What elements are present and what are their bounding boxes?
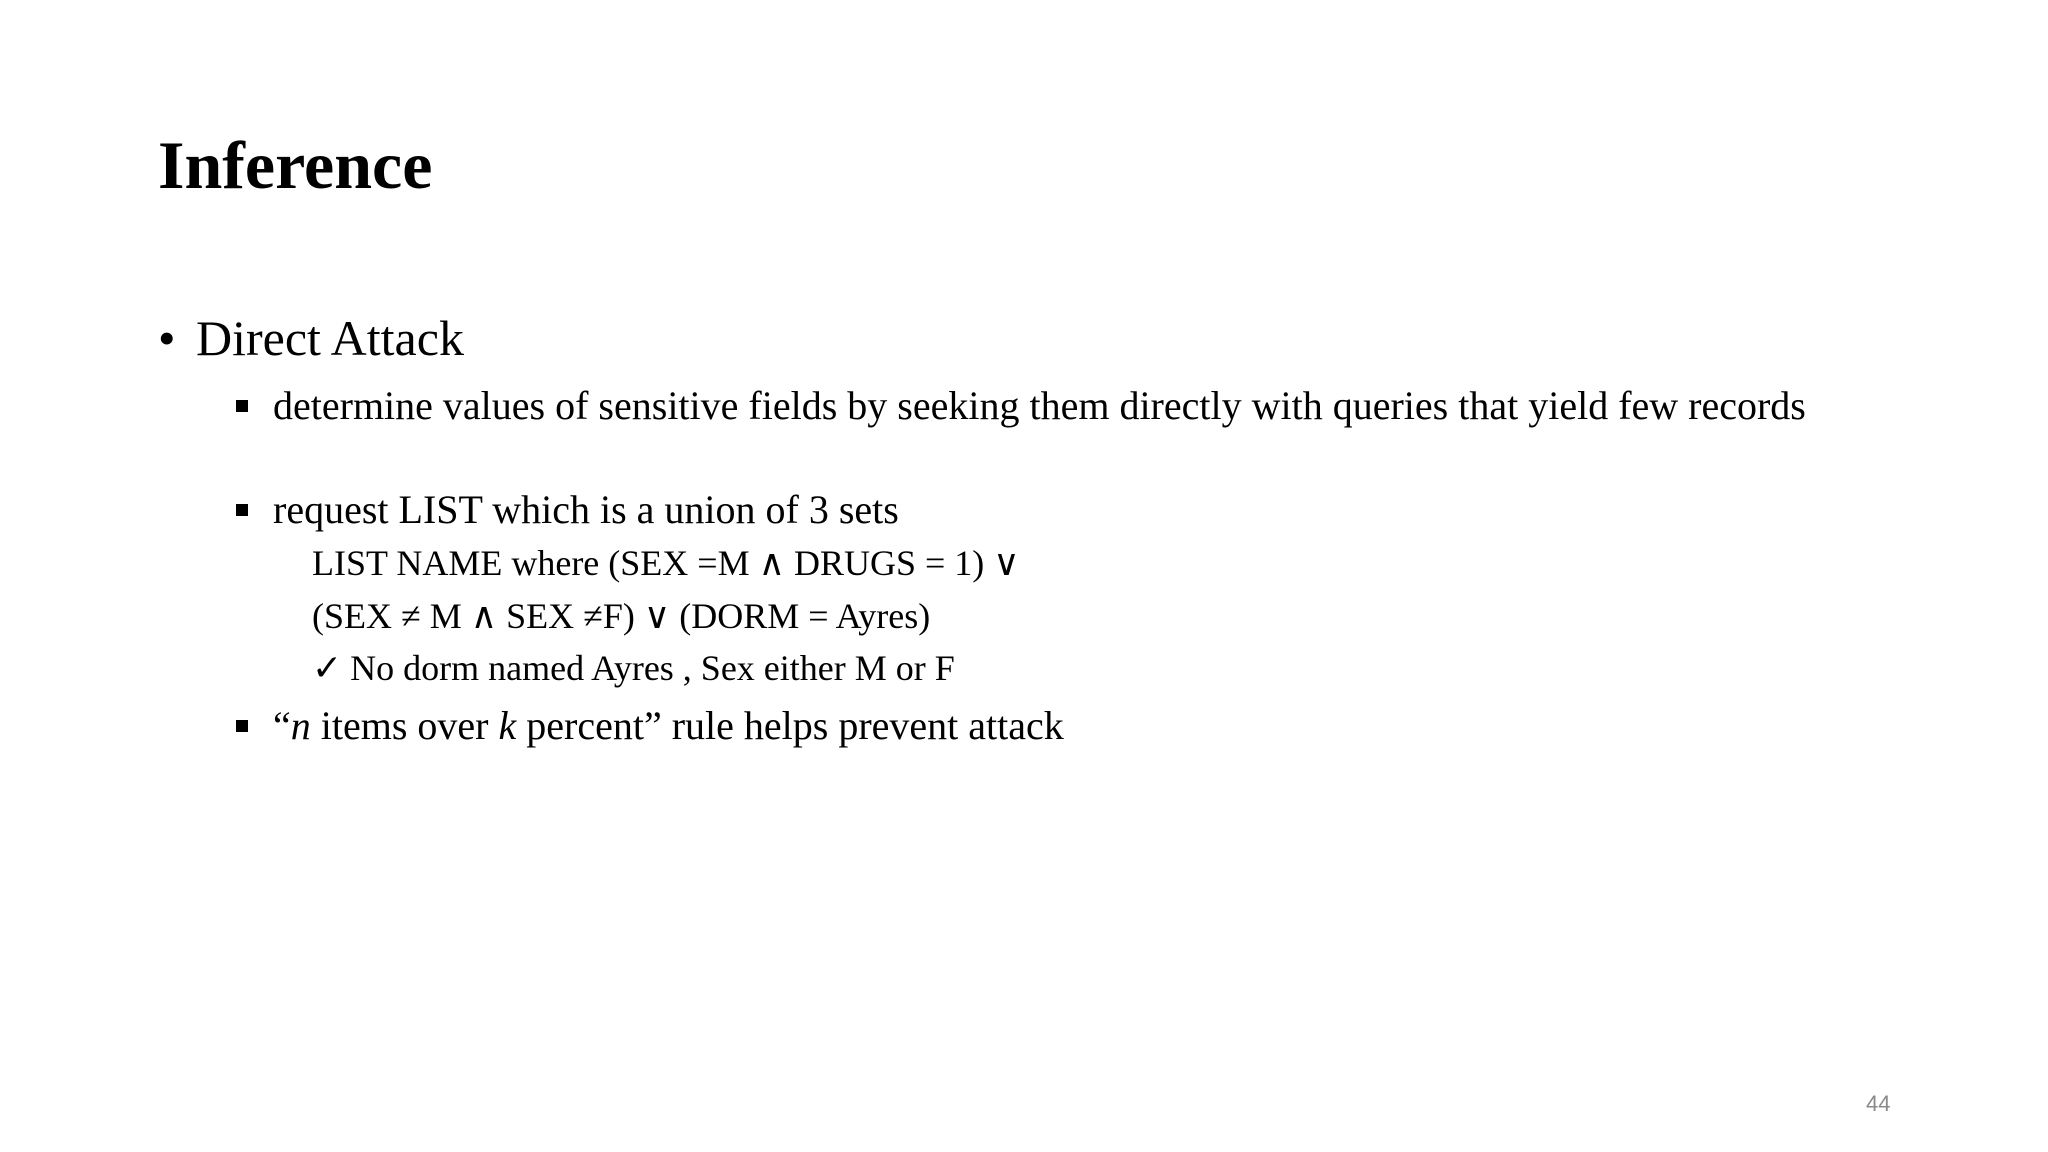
bullet-direct-attack [158, 310, 464, 368]
query-line-1: LIST NAME where (SEX =M ∧ DRUGS = 1) ∨ [312, 543, 1020, 583]
sub-item-text: determine values of sensitive fields by seeking them directly with queries that yield few records [273, 383, 1806, 428]
rule-n: n [290, 703, 311, 748]
square-bullet-icon [236, 400, 248, 412]
rule-k: k [498, 703, 517, 748]
square-bullet-icon [236, 720, 248, 732]
bullet-label: Direct Attack [196, 310, 464, 366]
bullet-marker: • [158, 310, 176, 366]
rule-end: percent” rule helps prevent attack [516, 703, 1064, 748]
query-line-2: (SEX ≠ M ∧ SEX ≠F) ∨ (DORM = Ayres) [312, 596, 931, 636]
checkmark-icon: ✓ [312, 648, 343, 688]
sub-item-text: request LIST which is a union of 3 sets [273, 487, 899, 532]
slide-title: Inference [158, 127, 433, 203]
rule-open-quote: “ [273, 703, 291, 748]
sub-item-request-list [236, 487, 1836, 533]
page-number: 44 [1866, 1091, 1891, 1116]
square-bullet-icon [236, 504, 248, 516]
sub-item-rule [236, 703, 1836, 749]
check-note [312, 648, 955, 689]
check-note-text: No dorm named Ayres , Sex either M or F [350, 648, 955, 688]
rule-text [273, 703, 1836, 749]
sub-item-determine-values [236, 383, 1836, 429]
rule-middle: items over [310, 703, 499, 748]
